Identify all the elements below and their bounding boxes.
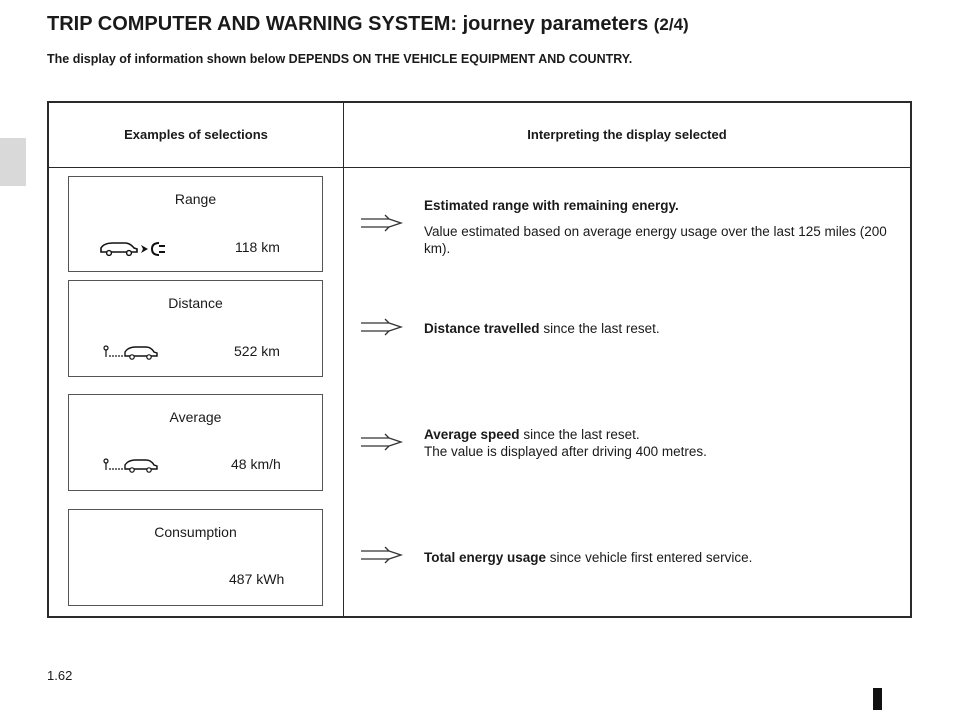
column-header-selections: Examples of selections [124, 127, 268, 142]
display-value: 48 km/h [231, 456, 281, 472]
display-range [68, 176, 323, 272]
arrow-right-icon [359, 433, 405, 451]
display-label: Consumption [154, 524, 237, 540]
arrow-right-icon [359, 546, 405, 564]
description-detail: Value estimated based on average energy usage over the last 125 miles (200 km). [424, 224, 887, 256]
description-consumption: Total energy usage since vehicle first entered service. [424, 550, 753, 565]
page-title: TRIP COMPUTER AND WARNING SYSTEM: journey parameters (2/4) [47, 13, 689, 35]
part-indicator: (2/4) [653, 15, 689, 34]
display-value: 118 km [235, 239, 280, 255]
description-detail: The value is displayed after driving 400 metres. [424, 444, 707, 459]
description-bold: Average speed [424, 427, 520, 442]
page-edge-mark [873, 688, 882, 710]
description-bold: Distance travelled [424, 321, 540, 336]
column-divider [343, 101, 344, 618]
display-label: Range [174, 191, 217, 207]
trip-car-icon [103, 343, 159, 361]
display-distance [68, 280, 323, 377]
display-average [68, 394, 323, 491]
trip-car-icon [103, 456, 159, 474]
display-value: 522 km [234, 343, 280, 359]
description-bold: Estimated range with remaining energy. [424, 198, 679, 213]
section-tab [0, 138, 26, 186]
display-consumption [68, 509, 323, 606]
description-average: Average speed since the last reset. The value is displayed after driving 400 metres. [424, 426, 910, 460]
description-distance: Distance travelled since the last reset. [424, 321, 660, 336]
display-label: Average [169, 409, 222, 425]
arrow-right-icon [359, 318, 405, 336]
column-header-interpretation: Interpreting the display selected [527, 127, 727, 142]
description-range [424, 197, 910, 257]
page-subtitle: The display of information shown below DEPENDS ON THE VEHICLE EQUIPMENT AND COUNTRY. [47, 52, 633, 66]
header-divider [47, 167, 912, 168]
description-bold: Total energy usage [424, 550, 547, 565]
car-arrow-plug-icon [99, 239, 169, 257]
display-label: Distance [168, 295, 223, 311]
display-value: 487 kWh [229, 571, 285, 587]
page-number: 1.62 [47, 668, 73, 683]
arrow-right-icon [359, 214, 405, 232]
